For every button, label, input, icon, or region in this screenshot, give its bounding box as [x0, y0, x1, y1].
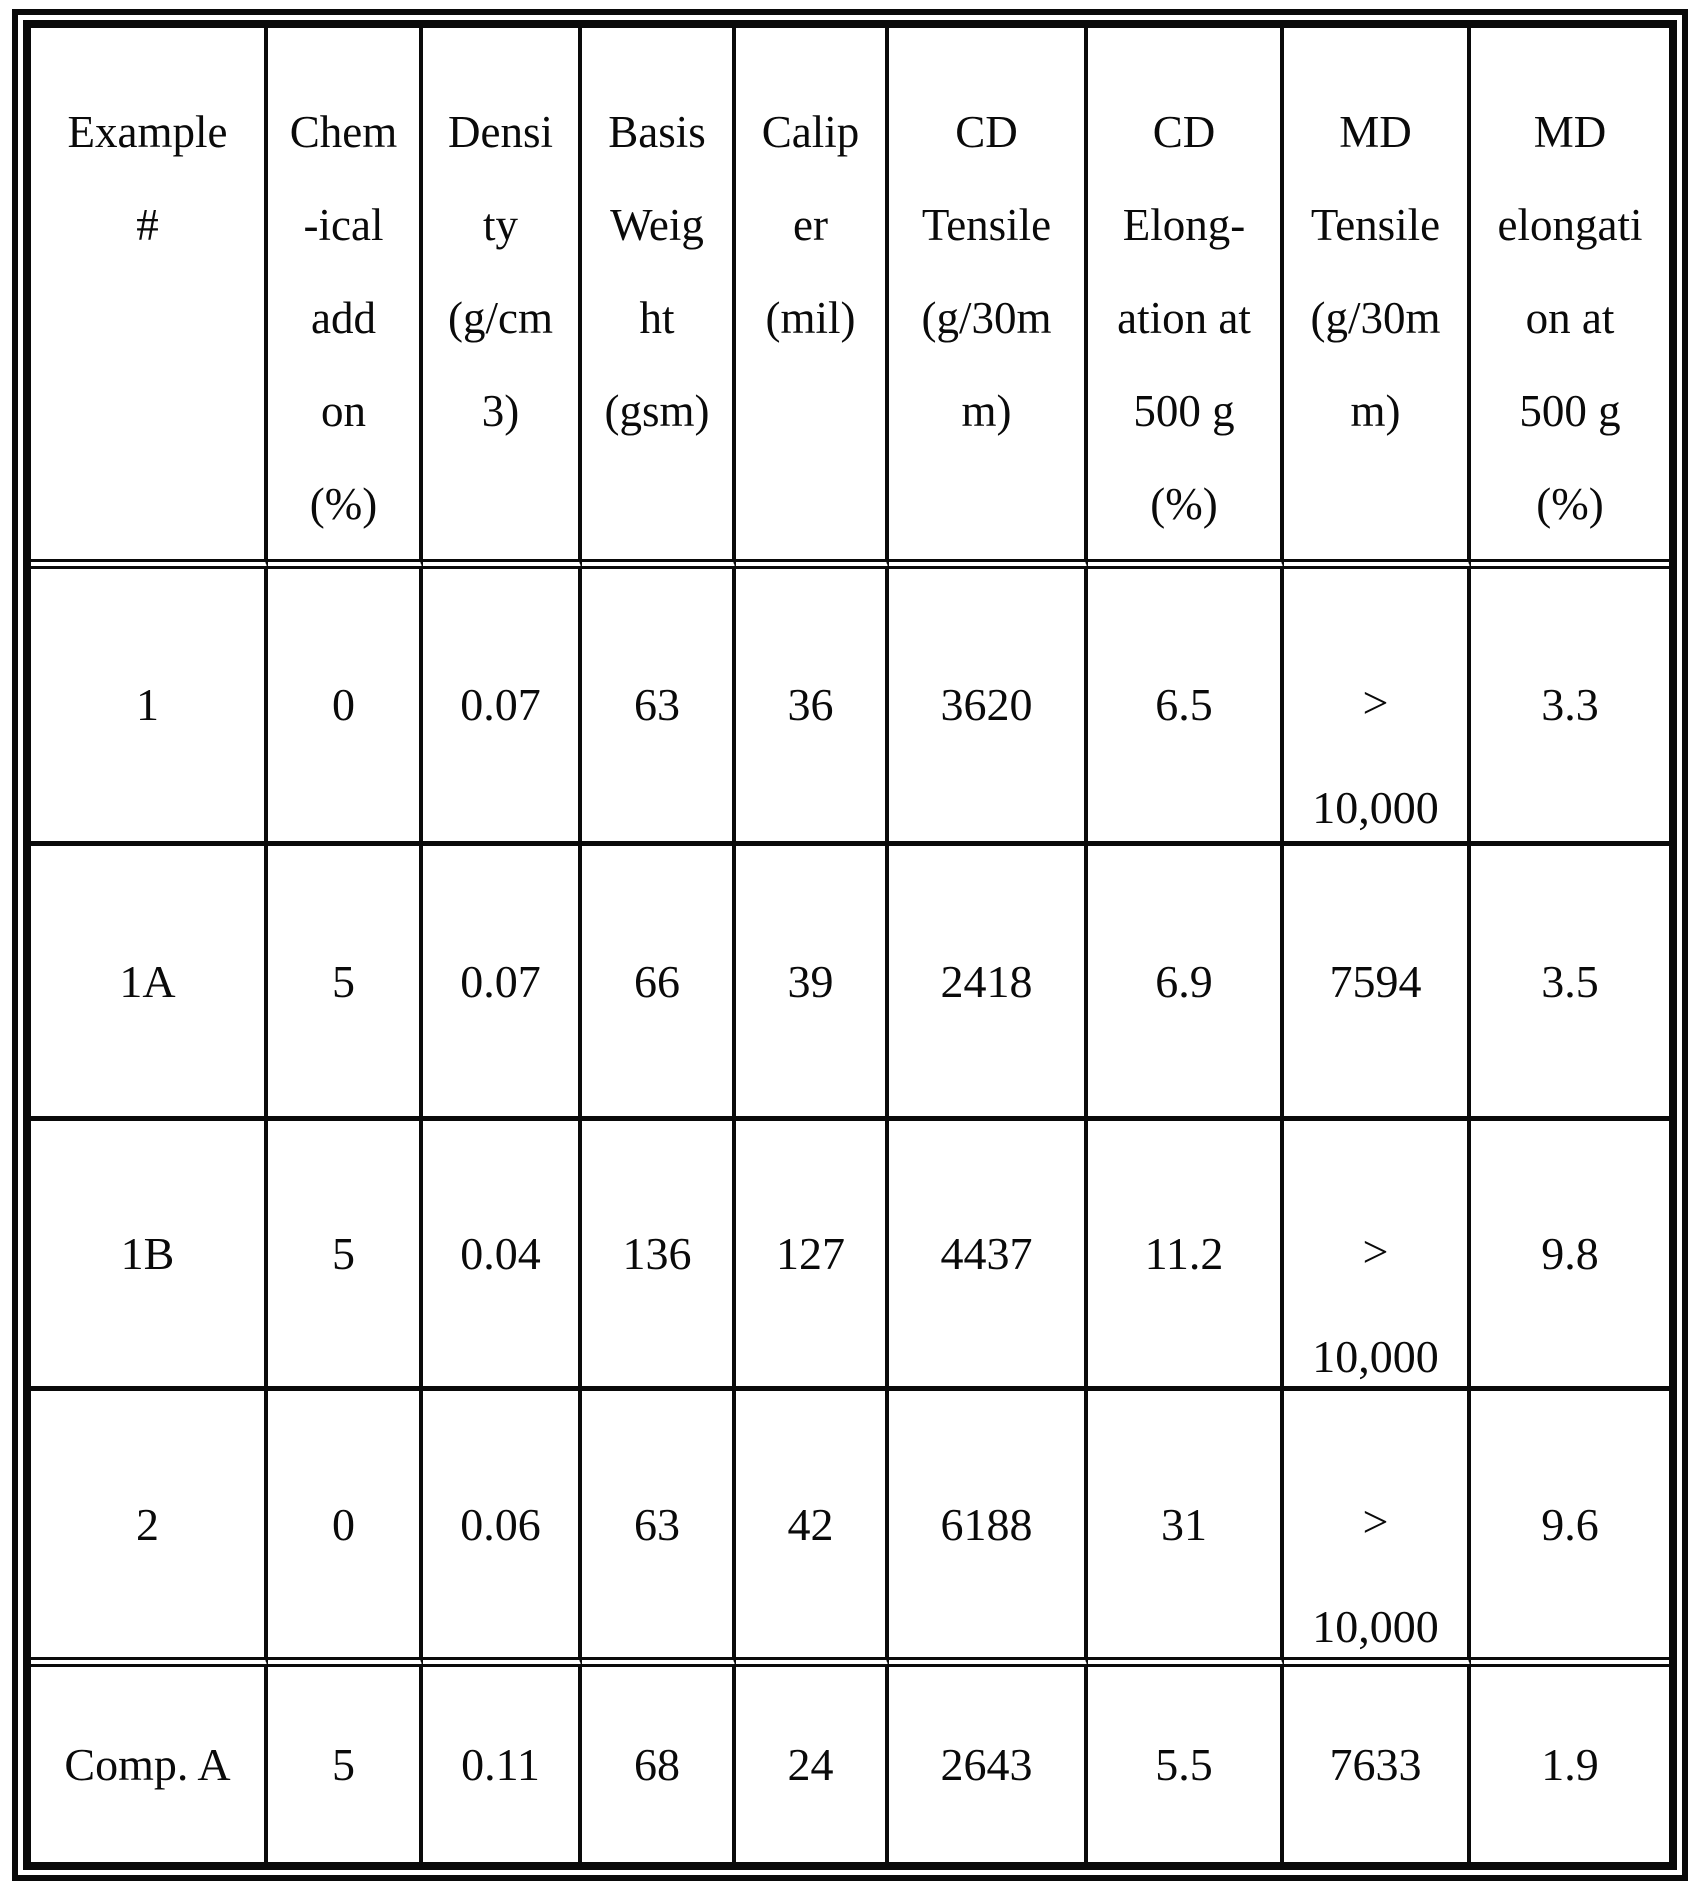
text-line: (%)	[309, 479, 378, 529]
text-line: 500 g	[1519, 386, 1621, 436]
table-outer-border	[12, 9, 1688, 1881]
text-line: 3)	[481, 386, 520, 436]
text-line: Weig	[610, 200, 704, 250]
cell-compa-md-tensile: 7633	[1284, 1667, 1471, 1862]
header-cell-density	[423, 28, 582, 569]
text-line: #	[136, 200, 159, 250]
text-line: >	[1362, 1225, 1389, 1277]
cell-row1b-caliper: 127	[736, 1121, 889, 1391]
cell-row1-density: 0.07	[423, 569, 582, 846]
text-line: Chem	[289, 107, 398, 157]
text-line: 10,000	[1312, 1330, 1439, 1382]
cell-compa-chemical: 5	[268, 1667, 423, 1862]
cell-row1-cd-tensile: 3620	[889, 569, 1088, 846]
cell-row1-md-elongation: 3.3	[1471, 569, 1669, 846]
properties-table	[31, 28, 1669, 1862]
header-cell-chemical-add-on	[268, 28, 423, 569]
text-line: ation at	[1117, 293, 1251, 343]
text-line: CD	[955, 107, 1018, 157]
cell-row1b-basis-weight: 136	[582, 1121, 736, 1391]
text-line: (mil)	[765, 293, 856, 343]
cell-row1a-example: 1A	[31, 846, 268, 1121]
cell-row1b-example: 1B	[31, 1121, 268, 1391]
text-line: on at	[1525, 293, 1615, 343]
cell-row1a-basis-weight: 66	[582, 846, 736, 1121]
cell-row2-example: 2	[31, 1391, 268, 1666]
cell-row1-example: 1	[31, 569, 268, 846]
cell-row1a-md-elongation: 3.5	[1471, 846, 1669, 1121]
text-line: Calip	[761, 107, 860, 157]
text-line: -ical	[303, 200, 384, 250]
text-line: >	[1362, 676, 1389, 728]
text-line: MD	[1339, 107, 1412, 157]
cell-row1a-cd-elongation: 6.9	[1088, 846, 1284, 1121]
cell-row1-caliper: 36	[736, 569, 889, 846]
cell-row1-md-tensile	[1284, 569, 1471, 846]
text-line: m)	[961, 386, 1012, 436]
cell-row2-basis-weight: 63	[582, 1391, 736, 1666]
cell-row2-chemical: 0	[268, 1391, 423, 1666]
cell-row1-basis-weight: 63	[582, 569, 736, 846]
cell-row2-density: 0.06	[423, 1391, 582, 1666]
text-line: (gsm)	[604, 386, 710, 436]
header-cell-md-elongation	[1471, 28, 1669, 569]
text-line: Elong-	[1122, 200, 1246, 250]
cell-compa-basis-weight: 68	[582, 1667, 736, 1862]
text-line: add	[311, 293, 376, 343]
cell-row1a-cd-tensile: 2418	[889, 846, 1088, 1121]
cell-compa-cd-elongation: 5.5	[1088, 1667, 1284, 1862]
header-cell-caliper	[736, 28, 889, 569]
cell-row1b-cd-elongation: 11.2	[1088, 1121, 1284, 1391]
text-line: elongati	[1497, 200, 1643, 250]
text-line: Basis	[608, 107, 706, 157]
cell-row2-cd-elongation: 31	[1088, 1391, 1284, 1666]
text-line: m)	[1350, 386, 1401, 436]
cell-row1b-md-elongation: 9.8	[1471, 1121, 1669, 1391]
cell-row1b-cd-tensile: 4437	[889, 1121, 1088, 1391]
text-line: Densi	[448, 107, 553, 157]
header-cell-example-number	[31, 28, 268, 569]
cell-row1a-md-tensile: 7594	[1284, 846, 1471, 1121]
header-cell-cd-tensile	[889, 28, 1088, 569]
text-line: Tensile	[1310, 200, 1441, 250]
text-line: (%)	[1150, 479, 1218, 529]
cell-row1-cd-elongation: 6.5	[1088, 569, 1284, 846]
cell-row1a-chemical: 5	[268, 846, 423, 1121]
cell-compa-example: Comp. A	[31, 1667, 268, 1862]
cell-row2-md-elongation: 9.6	[1471, 1391, 1669, 1666]
cell-compa-caliper: 24	[736, 1667, 889, 1862]
text-line: (g/30m	[1310, 293, 1441, 343]
cell-compa-cd-tensile: 2643	[889, 1667, 1088, 1862]
text-line: Tensile	[921, 200, 1052, 250]
table-inner-border	[23, 20, 1677, 1870]
cell-row2-cd-tensile: 6188	[889, 1391, 1088, 1666]
header-cell-cd-elongation	[1088, 28, 1284, 569]
text-line: ht	[639, 293, 675, 343]
header-cell-md-tensile	[1284, 28, 1471, 569]
cell-row1b-md-tensile	[1284, 1121, 1471, 1391]
text-line: MD	[1533, 107, 1607, 157]
text-line: CD	[1152, 107, 1216, 157]
cell-row1b-density: 0.04	[423, 1121, 582, 1391]
text-line: er	[793, 200, 828, 250]
cell-row1-chemical: 0	[268, 569, 423, 846]
text-line: 10,000	[1312, 781, 1439, 833]
text-line: 500 g	[1133, 386, 1235, 436]
text-line: (g/30m	[921, 293, 1052, 343]
cell-compa-md-elongation: 1.9	[1541, 1738, 1599, 1790]
text-line: (g/cm	[448, 293, 553, 343]
cell-row2-caliper: 42	[736, 1391, 889, 1666]
cell-row1b-chemical: 5	[268, 1121, 423, 1391]
text-line: 10,000	[1312, 1601, 1439, 1653]
text-line: on	[321, 386, 366, 436]
text-line: ty	[482, 200, 518, 250]
header-cell-basis-weight	[582, 28, 736, 569]
cell-row2-md-tensile	[1284, 1391, 1471, 1666]
text-line: (%)	[1536, 479, 1604, 529]
cell-compa-density: 0.11	[423, 1667, 582, 1862]
cell-row1a-caliper: 39	[736, 846, 889, 1121]
text-line: >	[1362, 1496, 1389, 1548]
text-line: Example	[67, 107, 228, 157]
cell-row1a-density: 0.07	[423, 846, 582, 1121]
